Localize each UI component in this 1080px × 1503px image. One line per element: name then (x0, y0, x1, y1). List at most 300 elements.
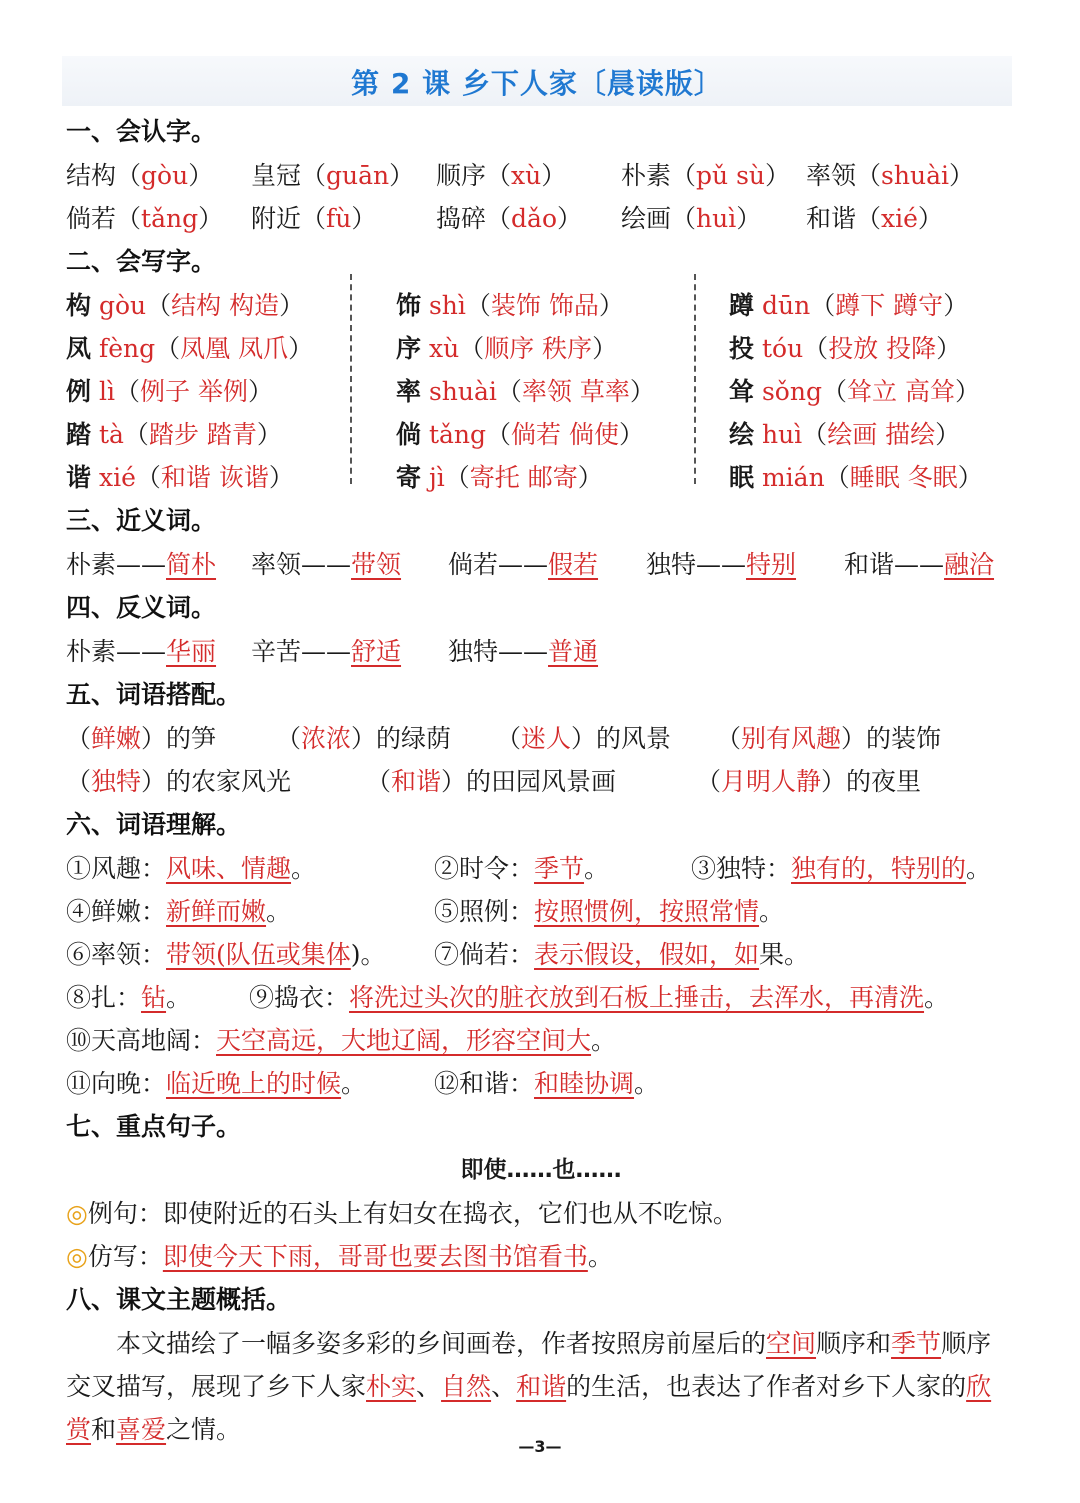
character: 蹲 (729, 291, 755, 320)
paren: （ (486, 204, 512, 233)
meaning: 风味、情趣 (166, 854, 292, 883)
space (91, 291, 99, 320)
answer: 简朴 (166, 550, 217, 579)
word: 的农家风光 (166, 767, 292, 796)
write-item (396, 413, 644, 456)
word: 朴素 (621, 161, 672, 190)
word: 的田园风景画 (466, 767, 617, 796)
term: ⑥率领： (66, 940, 167, 969)
paren: ） (957, 463, 983, 492)
write-item (729, 413, 960, 456)
paren: ） (948, 161, 974, 190)
punct: 。 (266, 897, 292, 926)
keyword: 和谐 (516, 1372, 567, 1401)
word: 绘画 (621, 204, 672, 233)
word: 睡眠 (849, 463, 900, 492)
text: 的生活，也表达了作者对乡下人家的 (566, 1372, 967, 1401)
word-pair (66, 630, 216, 673)
word: 朴素 (66, 550, 117, 579)
dash: —— (696, 550, 747, 579)
content (66, 110, 1016, 1451)
definition-item (66, 1062, 366, 1105)
column-divider (694, 274, 696, 484)
write-item (396, 370, 655, 413)
bullet-icon: ◎ (66, 1242, 88, 1271)
meaning: 按照惯例，按照常情 (534, 897, 760, 926)
write-item (396, 284, 624, 327)
word: 附近 (251, 204, 302, 233)
character: 谐 (66, 463, 92, 492)
write-item (66, 284, 304, 327)
word: 倘使 (569, 420, 620, 449)
write-item (729, 456, 983, 499)
definition-row (66, 1062, 1016, 1105)
word: 举例 (197, 377, 248, 406)
word: 装饰 (490, 291, 541, 320)
definition-item (249, 976, 949, 1019)
word: 蹲守 (893, 291, 944, 320)
space (754, 291, 762, 320)
word: 顺序 (484, 334, 535, 363)
paren: （ (116, 161, 142, 190)
keyword: 朴实 (366, 1372, 417, 1401)
character: 饰 (396, 291, 422, 320)
answer: 华丽 (166, 637, 217, 666)
keyword: 季节 (891, 1329, 942, 1358)
word: 的绿荫 (376, 724, 452, 753)
paren: （ (276, 724, 302, 753)
space (421, 463, 429, 492)
paren: （ (716, 724, 742, 753)
character: 耸 (729, 377, 755, 406)
paren: ） (288, 334, 314, 363)
pinyin: huì (761, 420, 803, 449)
word: 的装饰 (866, 724, 942, 753)
definition-row (66, 890, 1016, 933)
word-pair (646, 543, 796, 586)
collocation-item (66, 717, 216, 760)
answer: 和谐 (391, 767, 442, 796)
section-heading: 四、反义词。 (66, 593, 217, 622)
pinyin: jì (428, 463, 445, 492)
character: 凤 (66, 334, 92, 363)
write-item (66, 327, 313, 370)
example-text: 即使附近的石头上有妇女在捣衣，它们也从不吃惊。 (162, 1199, 738, 1228)
recognize-row (66, 197, 1016, 240)
word: 高耸 (904, 377, 955, 406)
pinyin: sǒng (761, 377, 822, 406)
punct: 。 (584, 854, 610, 883)
word: 独特 (448, 637, 499, 666)
collocation-item (696, 760, 921, 803)
space (421, 291, 429, 320)
collocation-row (66, 760, 1016, 803)
paren: ） (954, 377, 980, 406)
write-item (396, 327, 617, 370)
word: 寄托 (469, 463, 520, 492)
write-item (66, 370, 273, 413)
word: 耸立 (846, 377, 897, 406)
section-heading: 一、会认字。 (66, 117, 217, 146)
space (754, 334, 762, 363)
collocation-item (716, 717, 941, 760)
pinyin: dūn (761, 291, 811, 320)
imitation-label: 仿写： (87, 1242, 163, 1271)
word: 独特 (646, 550, 697, 579)
term: ⑪向晚： (66, 1069, 167, 1098)
paren: （ (803, 334, 829, 363)
term: ⑤照例： (434, 897, 535, 926)
collocation-row (66, 717, 1016, 760)
text: 顺序交叉描写，展现了乡下人家 (66, 1329, 992, 1401)
write-item (729, 327, 961, 370)
paren: （ (824, 463, 850, 492)
collocation-item (366, 760, 616, 803)
meaning: 将洗过头次的脏衣放到石板上捶击，去浑水，再清洗 (349, 983, 925, 1012)
character: 构 (66, 291, 92, 320)
pinyin: guān (326, 161, 390, 190)
paren: （ (496, 377, 522, 406)
space (754, 377, 762, 406)
punct: 。 (924, 983, 950, 1012)
term: ⑦倘若： (434, 940, 535, 969)
paren: ） (598, 291, 624, 320)
paren: ） (765, 161, 791, 190)
keyword: 空间 (766, 1329, 817, 1358)
word-pair (251, 630, 401, 673)
collocation-item (496, 717, 671, 760)
definition-item (66, 933, 386, 976)
page-number: —3— (518, 1437, 562, 1456)
paren: （ (114, 377, 140, 406)
answer: 带领 (351, 550, 402, 579)
definition-item (66, 976, 191, 1019)
meaning: 独有的，特别的 (791, 854, 967, 883)
term: ⑧扎： (66, 983, 142, 1012)
paren: （ (486, 420, 512, 449)
space (754, 463, 762, 492)
term: ⑩天高地阔： (66, 1026, 217, 1055)
space (754, 420, 762, 449)
space (541, 291, 549, 320)
space (878, 334, 886, 363)
keyword: 喜爱 (116, 1415, 167, 1444)
word-item (806, 154, 974, 197)
character: 率 (396, 377, 422, 406)
word-pair (448, 630, 598, 673)
paren: （ (802, 420, 828, 449)
word: 顺序 (436, 161, 487, 190)
title-bar (62, 56, 1012, 106)
word: 和谐 (844, 550, 895, 579)
space (91, 334, 99, 363)
paren: ） (936, 334, 962, 363)
word-pair (66, 543, 216, 586)
write-item (396, 456, 603, 499)
dash: —— (498, 550, 549, 579)
punct: 。 (759, 897, 785, 926)
paren: ） (247, 377, 273, 406)
word: 凤爪 (238, 334, 289, 363)
definition-item (691, 847, 991, 890)
term: ④鲜嫩： (66, 897, 167, 926)
theme-paragraph (66, 1322, 1016, 1451)
answer: 浓浓 (301, 724, 352, 753)
paren: （ (301, 161, 327, 190)
paren: ） (268, 463, 294, 492)
pinyin: mián (761, 463, 825, 492)
pinyin: pǔ sù (696, 161, 766, 190)
word: 邮寄 (527, 463, 578, 492)
term: ⑨捣衣： (249, 983, 350, 1012)
term: ②时令： (434, 854, 535, 883)
answer: 迷人 (521, 724, 572, 753)
paren: （ (444, 463, 470, 492)
space (885, 291, 893, 320)
definition-item (434, 890, 784, 933)
word: 饰品 (548, 291, 599, 320)
text: 本文描绘了一幅多姿多彩的乡间画卷，作者按照房前屋后的 (116, 1329, 767, 1358)
character: 眠 (729, 463, 755, 492)
meaning: 和睦协调 (534, 1069, 635, 1098)
character: 投 (729, 334, 755, 363)
space (421, 420, 429, 449)
word: 诙谐 (218, 463, 269, 492)
space (421, 377, 429, 406)
paren: （ (116, 204, 142, 233)
word: 踏步 (148, 420, 199, 449)
word: 例子 (139, 377, 190, 406)
collocation-item (66, 760, 291, 803)
meaning: 带领(队伍或集体 (166, 940, 351, 969)
paren: ） (541, 161, 567, 190)
section-heading: 二、会写字。 (66, 247, 217, 276)
dash: —— (116, 550, 167, 579)
word: 的风景 (596, 724, 672, 753)
paren: ） (557, 204, 583, 233)
example-sentence (66, 1192, 1016, 1235)
paren: ） (198, 204, 224, 233)
paren: ） (351, 204, 377, 233)
section-heading: 八、课文主题概括。 (66, 1285, 292, 1314)
definition-row (66, 847, 1016, 890)
space (190, 377, 198, 406)
space (230, 334, 238, 363)
space (534, 334, 542, 363)
text: 之情。 (166, 1415, 242, 1444)
answer: 月明人静 (721, 767, 822, 796)
write-item (729, 284, 968, 327)
space (572, 377, 580, 406)
meaning: 天空高远，大地辽阔，形容空间大 (216, 1026, 592, 1055)
punct: 。 (634, 1069, 660, 1098)
meaning: 临近晚上的时候 (166, 1069, 342, 1098)
word-pair (844, 543, 994, 586)
character: 倘 (396, 420, 422, 449)
space (897, 377, 905, 406)
word: 冬眠 (907, 463, 958, 492)
paren: ） (935, 420, 961, 449)
space (199, 420, 207, 449)
word-pair (448, 543, 598, 586)
word: 秩序 (542, 334, 593, 363)
antonym-row (66, 630, 1016, 673)
paren: （ (155, 334, 181, 363)
pinyin: fù (326, 204, 352, 233)
definition-item (66, 847, 316, 890)
page-title: 第 2 课 乡下人家〔晨读版〕 (351, 67, 723, 100)
word-item (251, 154, 414, 197)
keyword: 自然 (441, 1372, 492, 1401)
word: 草率 (579, 377, 630, 406)
column-divider (350, 274, 352, 484)
text: 、 (416, 1372, 442, 1401)
pinyin: fèng (98, 334, 156, 363)
word-item (66, 154, 213, 197)
dash: —— (301, 550, 352, 579)
paren: （ (696, 767, 722, 796)
paren: （ (810, 291, 836, 320)
paren: ） (441, 767, 467, 796)
word: 投放 (828, 334, 879, 363)
word: 率领 (521, 377, 572, 406)
paren: （ (123, 420, 149, 449)
pinyin: shuài (881, 161, 949, 190)
paren: （ (146, 291, 172, 320)
paren: ） (736, 204, 762, 233)
word: 构造 (229, 291, 280, 320)
answer: 普通 (548, 637, 599, 666)
punct: 。 (591, 1026, 617, 1055)
word: 结构 (66, 161, 117, 190)
write-item (729, 370, 980, 413)
keyword: 欣赏 (66, 1372, 992, 1444)
text: 顺序和 (816, 1329, 892, 1358)
word-item (66, 197, 223, 240)
paren: （ (671, 161, 697, 190)
space (900, 463, 908, 492)
word: 倘若 (448, 550, 499, 579)
punct: 。 (291, 854, 317, 883)
word: 捣碎 (436, 204, 487, 233)
word: 凤凰 (180, 334, 231, 363)
paren: ） (917, 204, 943, 233)
space (561, 420, 569, 449)
answer: 独特 (91, 767, 142, 796)
word: 皇冠 (251, 161, 302, 190)
word-item (806, 197, 943, 240)
space (421, 334, 429, 363)
dash: —— (116, 637, 167, 666)
character: 序 (396, 334, 422, 363)
punct: 果。 (759, 940, 810, 969)
recognize-row (66, 154, 1016, 197)
space (221, 291, 229, 320)
synonym-row (66, 543, 1016, 586)
space (211, 463, 219, 492)
meaning: 钻 (141, 983, 167, 1012)
definition-row (66, 1019, 1016, 1062)
paren: （ (671, 204, 697, 233)
word-item (436, 197, 582, 240)
word: 倘若 (66, 204, 117, 233)
term: ⑫和谐： (434, 1069, 535, 1098)
word: 率领 (251, 550, 302, 579)
space (91, 463, 99, 492)
word-item (621, 154, 790, 197)
pinyin: shuài (428, 377, 497, 406)
paren: （ (301, 204, 327, 233)
write-item (66, 413, 282, 456)
section-heading: 五、词语搭配。 (66, 680, 242, 709)
paren: ） (577, 463, 603, 492)
word: 倘若 (511, 420, 562, 449)
paren: ） (619, 420, 645, 449)
definitions (66, 847, 1016, 1105)
pinyin: xié (98, 463, 136, 492)
paren: （ (366, 767, 392, 796)
collocation-item (276, 717, 451, 760)
section-heading: 三、近义词。 (66, 506, 217, 535)
pinyin: tǎng (141, 204, 199, 233)
paren: ） (256, 420, 282, 449)
word-item (436, 154, 566, 197)
character: 例 (66, 377, 92, 406)
pinyin: xù (511, 161, 542, 190)
meaning: 新鲜而嫩 (166, 897, 267, 926)
paren: ） (141, 724, 167, 753)
character: 踏 (66, 420, 92, 449)
paren: （ (856, 204, 882, 233)
pinyin: tǎng (428, 420, 487, 449)
paren: （ (486, 161, 512, 190)
word-item (621, 197, 761, 240)
meaning: 季节 (534, 854, 585, 883)
dash: —— (498, 637, 549, 666)
word: 投降 (886, 334, 937, 363)
imitation-sentence (66, 1235, 1016, 1278)
pinyin: gòu (98, 291, 147, 320)
word: 描绘 (885, 420, 936, 449)
bullet-icon: ◎ (66, 1199, 88, 1228)
paren: ） (571, 724, 597, 753)
paren: ） (141, 767, 167, 796)
paren: ） (629, 377, 655, 406)
paren: （ (821, 377, 847, 406)
punct: 。 (966, 854, 992, 883)
answer: 特别 (746, 550, 797, 579)
definition-row (66, 933, 1016, 976)
definition-item (434, 1062, 659, 1105)
meaning: 表示假设，假如，如 (534, 940, 760, 969)
definition-item (434, 847, 609, 890)
text: 和 (91, 1415, 117, 1444)
answer: 假若 (548, 550, 599, 579)
paren: （ (66, 767, 92, 796)
pinyin: huì (696, 204, 737, 233)
dash: —— (301, 637, 352, 666)
pinyin: tà (98, 420, 124, 449)
space (877, 420, 885, 449)
paren: （ (496, 724, 522, 753)
definition-item (66, 1019, 616, 1062)
dash: —— (894, 550, 945, 579)
pinyin: dǎo (511, 204, 557, 233)
answer: 融洽 (944, 550, 995, 579)
imitation-end: 。 (587, 1242, 613, 1271)
pinyin: xié (881, 204, 918, 233)
punct: )。 (350, 940, 386, 969)
